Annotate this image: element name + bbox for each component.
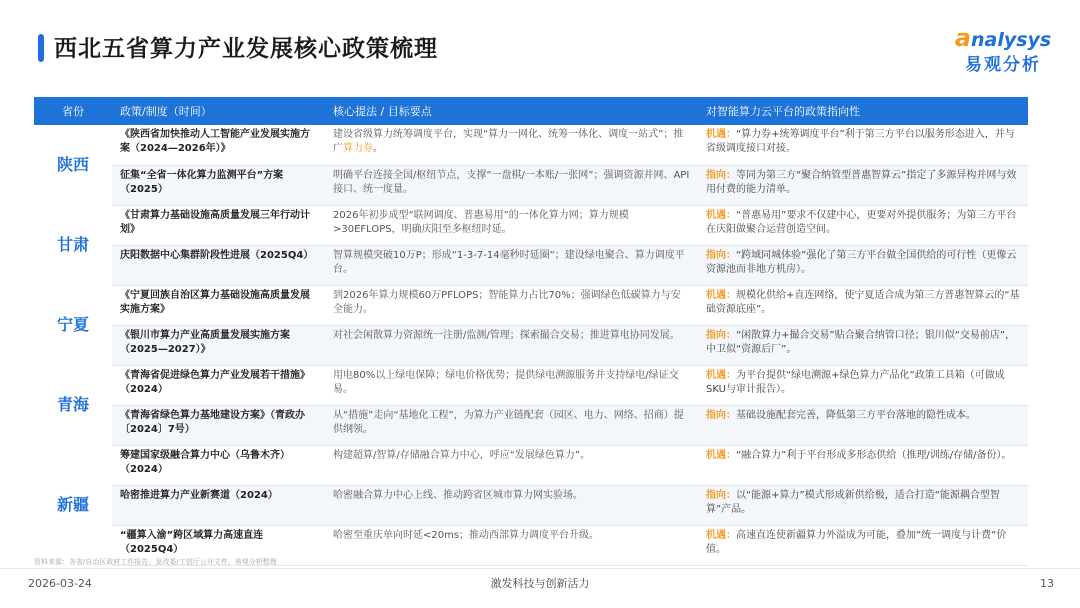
key-points-text: 到2026年算力规模60万PFLOPS；智能算力占比70%；强调绿色低碳算力与安全能力。 (333, 289, 681, 315)
key-points-cell (325, 245, 698, 285)
header-key-points: 核心提法 / 目标要点 (325, 97, 698, 125)
key-points-text: 用电80%以上绿电保障；绿电价格优势；提供绿电溯源服务并支持绿电/绿证交易。 (333, 369, 679, 395)
province-cell: 甘肃 (34, 205, 112, 285)
table-row (34, 285, 1028, 325)
key-points-text: 2026年初步成型“联网调度、普惠易用”的一体化算力网；算力规模>30EFLOPS，明确庆阳至多枢纽时延。 (333, 209, 629, 235)
direction-cell (698, 285, 1028, 325)
policy-cell: 《银川市算力产业高质量发展实施方案（2025—2027）》 (112, 325, 325, 365)
direction-tag: 指向： (706, 329, 736, 341)
table-row (34, 205, 1028, 245)
analysys-logo (948, 24, 1058, 80)
key-points-text: 哈密融合算力中心上线、推动跨省区城市算力网实验场。 (333, 489, 583, 501)
key-points-text: 明确平台连接全国/枢纽节点，支撑“一盘棋/一本账/一张网”；强调资源并网、API接口、统一度量。 (333, 169, 690, 195)
direction-text: 为平台提供“绿电溯源+绿色算力产品化”政策工具箱（可做成SKU与审计报告）。 (706, 369, 1005, 395)
policy-cell: 《宁夏回族自治区算力基础设施高质量发展实施方案》 (112, 285, 325, 325)
direction-text: “融合算力”利于平台形成多形态供给（推理/训练/存储/备份）。 (736, 449, 1012, 461)
direction-cell (698, 325, 1028, 365)
header-direction: 对智能算力云平台的政策指向性 (698, 97, 1028, 125)
table-row (34, 325, 1028, 365)
table-row (34, 365, 1028, 405)
direction-text: 规模化供给+直连网络，使宁夏适合成为第三方普惠智算云的“基础资源底座”。 (706, 289, 1020, 315)
table-row (34, 245, 1028, 285)
key-points-cell (325, 485, 698, 525)
direction-text: 高速直连使新疆算力外溢成为可能，叠加“统一调度与计费”价值。 (706, 529, 1007, 555)
source-note: 资料来源：各省/自治区政府工作报告、发改委/工信厅公开文件、易观分析整理 (34, 558, 277, 566)
direction-tag: 指向： (706, 169, 736, 181)
direction-text: “算力券+统筹调度平台”利于第三方平台以服务形态进入，并与省级调度接口对接。 (706, 129, 1015, 154)
direction-tag: 机遇： (706, 129, 736, 140)
policy-table (34, 97, 1028, 566)
key-points-text: 构建超算/智算/存储融合算力中心，呼应“发展绿色算力”。 (333, 449, 591, 461)
policy-cell: 庆阳数据中心集群阶段性进展（2025Q4） (112, 245, 325, 285)
policy-cell: 《陕西省加快推动人工智能产业发展实施方案（2024—2026年）》 (112, 125, 325, 165)
direction-cell (698, 165, 1028, 205)
key-points-tail: 。 (373, 143, 383, 154)
direction-text: 等同为第三方“聚合纳管型普惠智算云”指定了多源异构并网与效用付费的能力清单。 (706, 169, 1017, 195)
direction-cell (698, 125, 1028, 165)
table-row (34, 125, 1028, 165)
footer-slogan: 激发科技与创新活力 (490, 577, 590, 590)
direction-cell (698, 205, 1028, 245)
logo-en-initial: a (954, 24, 971, 52)
direction-text: 以“能源+算力”模式形成新供给极，适合打造“能源耦合型智算”产品。 (706, 489, 1000, 515)
key-points-cell (325, 165, 698, 205)
province-cell: 新疆 (34, 445, 112, 565)
key-points-cell (325, 205, 698, 245)
key-points-text: 哈密至重庆单向时延<20ms；推动西部算力调度平台升级。 (333, 529, 600, 541)
key-points-text: 从“措施”走向“基地化工程”，为算力产业链配套（园区、电力、网络、招商）提供纲领。 (333, 409, 684, 435)
key-points-text: 建设省级算力统筹调度平台，实现“算力一网化、统筹一体化、调度一站式”；推广 (333, 129, 684, 154)
table-row (34, 485, 1028, 525)
policy-cell: 《青海省绿色算力基地建设方案》（青政办〔2024〕7号） (112, 405, 325, 445)
key-points-highlight: 算力券 (343, 143, 373, 154)
header-policy: 政策/制度（时间） (112, 97, 325, 125)
table-row (34, 445, 1028, 485)
header-province: 省份 (34, 97, 112, 125)
table-row (34, 165, 1028, 205)
province-cell: 陕西 (34, 125, 112, 205)
direction-text: “普惠易用”要求不仅建中心，更要对外提供服务；为第三方平台在庆阳做聚合运营创造空间。 (706, 209, 1017, 235)
policy-cell: 《青海省促进绿色算力产业发展若干措施》（2024） (112, 365, 325, 405)
key-points-text: 智算规模突破10万P；形成“1-3-7-14毫秒时延圈”；建设绿电聚合、算力调度平台。 (333, 249, 685, 275)
direction-tag: 机遇： (706, 209, 736, 221)
policy-cell: 哈密推进算力产业新赛道（2024） (112, 485, 325, 525)
logo-en (948, 24, 1058, 52)
page-number: 13 (1040, 577, 1054, 590)
province-cell: 青海 (34, 365, 112, 445)
logo-cn: 易观分析 (965, 55, 1041, 75)
direction-tag: 指向： (706, 409, 736, 421)
policy-cell: “疆算入渝”跨区域算力高速直连（2025Q4） (112, 525, 325, 565)
footer-date: 2026-03-24 (28, 577, 92, 590)
direction-cell (698, 245, 1028, 285)
direction-text: 基础设施配套完善，降低第三方平台落地的隐性成本。 (736, 409, 976, 421)
direction-tag: 指向： (706, 489, 736, 501)
footer-divider (0, 568, 1080, 569)
direction-tag: 指向： (706, 249, 736, 261)
key-points-cell (325, 365, 698, 405)
direction-tag: 机遇： (706, 449, 736, 461)
key-points-cell (325, 405, 698, 445)
direction-tag: 机遇： (706, 369, 736, 381)
direction-cell (698, 445, 1028, 485)
direction-cell (698, 365, 1028, 405)
table-header-row (34, 97, 1028, 125)
policy-cell: 《甘肃算力基础设施高质量发展三年行动计划》 (112, 205, 325, 245)
policy-cell: 筹建国家级融合算力中心（乌鲁木齐）（2024） (112, 445, 325, 485)
direction-cell (698, 405, 1028, 445)
page-title: 西北五省算力产业发展核心政策梳理 (54, 36, 438, 62)
logo-en-rest: nalysys (970, 29, 1052, 51)
direction-tag: 机遇： (706, 289, 736, 301)
key-points-cell (325, 525, 698, 565)
title-accent-bar (38, 34, 44, 62)
key-points-text: 对社会闲散算力资源统一注册/监测/管理；探索撮合交易；推进算电协同发展。 (333, 329, 680, 341)
direction-text: “跨域同城体验”强化了第三方平台做全国供给的可行性（更像云资源池而非地方机房）。 (706, 249, 1017, 275)
direction-cell (698, 485, 1028, 525)
key-points-cell (325, 325, 698, 365)
policy-cell: 征集“全省一体化算力监测平台”方案（2025） (112, 165, 325, 205)
key-points-cell (325, 125, 698, 165)
province-cell: 宁夏 (34, 285, 112, 365)
key-points-cell (325, 445, 698, 485)
direction-text: “闲散算力+撮合交易”贴合聚合纳管口径；银川似“交易前店”，中卫似“资源后厂”。 (706, 329, 1016, 355)
table-row (34, 405, 1028, 445)
direction-tag: 机遇： (706, 529, 736, 541)
key-points-cell (325, 285, 698, 325)
direction-cell (698, 525, 1028, 565)
